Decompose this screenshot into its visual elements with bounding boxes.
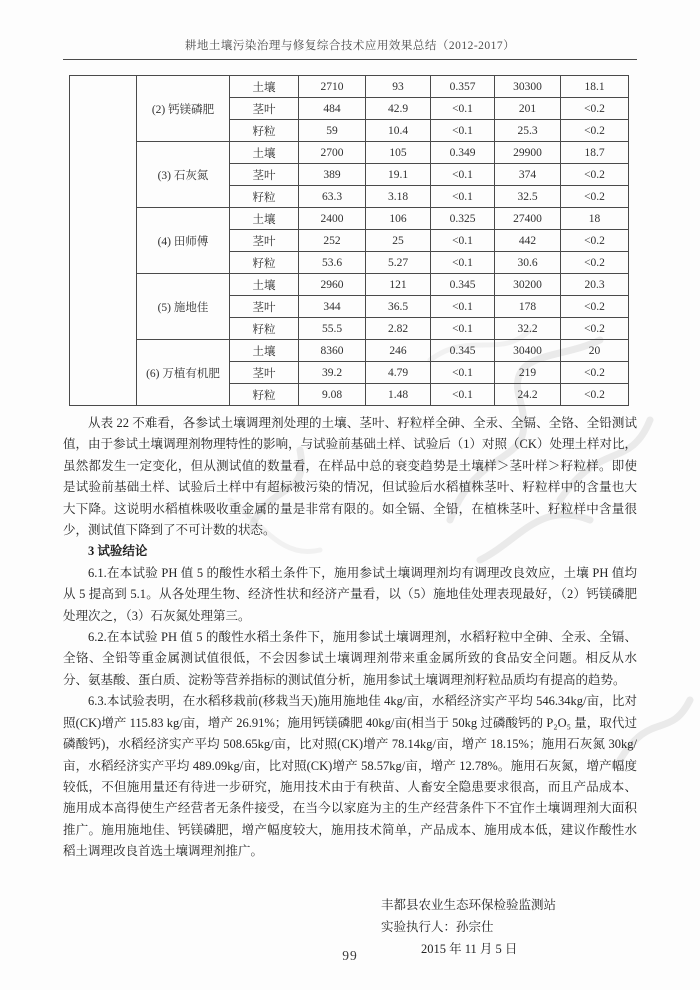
table-cell: 0.349 (431, 142, 495, 164)
table-cell: 2960 (299, 274, 366, 296)
signature-executor: 实验执行人：孙宗仕 (381, 919, 494, 934)
table-cell: <0.2 (561, 230, 629, 252)
table-cell-empty (70, 76, 137, 406)
paragraph-conclusion-3: 6.3.本试验表明，在水稻移栽前(移栽当天)施用施地佳 4kg/亩，水稻经济实产平均 546.34kg/亩，比对照(CK)增产 115.83 kg/亩，增产 26.91%；施用钙镁磷肥 40kg/亩(相当于 50kg 过磷酸钙的 P₂O₅ 量，取代过磷酸钙)，水稻经济实产平均 508.65kg/亩，比对照(CK)增产 78.14kg/亩，增产 18.15%；施用石灰氮 30kg/亩，水稻经济实产平均 489.09kg/亩，比对照(CK)增产 58.57kg/亩，增产 12.78%。施用石灰氮，增产幅度较低，不但施用量还有待进一步研究，施用技术由于有秧苗、人畜安全隐患要求很高，而且产品成本、施用成本高得使生产经营者无条件接受，在当今以家庭为主的生产经营条件下不宜作土壤调理剂大面积推广。施用施地佳、钙镁磷肥，增产幅度较大，施用技术简单，产品成本、施用成本低，建议作酸性水稻土调理改良首选土壤调理剂推广。 (63, 694, 637, 859)
table-cell: <0.1 (431, 362, 495, 384)
page-title: 耕地土壤污染治理与修复综合技术应用效果总结（2012-2017） (184, 40, 516, 52)
table-cell: <0.2 (561, 318, 629, 340)
table-cell: 201 (495, 98, 561, 120)
table-cell: 18.1 (561, 76, 629, 98)
signature-organization: 丰都县农业生态环保检验监测站 (381, 897, 557, 912)
table-cell: 茎叶 (230, 230, 299, 252)
table-cell: <0.2 (561, 384, 629, 406)
table-cell: <0.1 (431, 98, 495, 120)
table-cell: 2400 (299, 208, 366, 230)
table-cell: 55.5 (299, 318, 366, 340)
table-row (70, 274, 629, 296)
section-heading: 3 试验结论 (88, 544, 148, 559)
table-cell: <0.1 (431, 252, 495, 274)
table-cell: <0.2 (561, 362, 629, 384)
table-cell: 3.18 (366, 186, 431, 208)
table-cell: 121 (366, 274, 431, 296)
table-cell: 籽粒 (230, 186, 299, 208)
table-cell: 籽粒 (230, 318, 299, 340)
table-cell: 25.3 (495, 120, 561, 142)
table-cell: <0.1 (431, 230, 495, 252)
table-cell: 籽粒 (230, 252, 299, 274)
table-row (70, 142, 629, 164)
table-cell: 32.2 (495, 318, 561, 340)
table-cell: 2710 (299, 76, 366, 98)
table-cell: <0.2 (561, 98, 629, 120)
table-cell: 5.27 (366, 252, 431, 274)
table-cell: <0.1 (431, 318, 495, 340)
table-cell: 0.345 (431, 340, 495, 362)
table-cell: 土壤 (230, 274, 299, 296)
table-cell: 29900 (495, 142, 561, 164)
table-cell: 0.357 (431, 76, 495, 98)
table-cell: 9.08 (299, 384, 366, 406)
table-cell: 63.3 (299, 186, 366, 208)
table-cell: 374 (495, 164, 561, 186)
table-cell: <0.1 (431, 164, 495, 186)
table-cell: 19.1 (366, 164, 431, 186)
table-cell: <0.2 (561, 120, 629, 142)
table-cell: 105 (366, 142, 431, 164)
table-cell: 53.6 (299, 252, 366, 274)
paragraph-conclusion-2: 6.2.在本试验 PH 值 5 的酸性水稻土条件下，施用参试土壤调理剂，水稻籽粒中全砷、全汞、全镉、全铬、全铅等重金属测试值很低，不会因参试土壤调理剂带来重金属所致的食品安全问题。相反从水分、氨基酸、蛋白质、淀粉等营养指标的测试值分析，施用参试土壤调理剂籽粒品质均有提高的趋势。 (63, 630, 637, 687)
page-header (63, 0, 637, 60)
table-cell: 252 (299, 230, 366, 252)
table-cell: 27400 (495, 208, 561, 230)
table-cell: 344 (299, 296, 366, 318)
table-cell: <0.2 (561, 164, 629, 186)
table-cell: 茎叶 (230, 164, 299, 186)
table-row (70, 208, 629, 230)
table-cell: 0.345 (431, 274, 495, 296)
table-cell: 25 (366, 230, 431, 252)
treatment-label: (5) 施地佳 (137, 274, 230, 340)
table-cell: 42.9 (366, 98, 431, 120)
table-cell: 10.4 (366, 120, 431, 142)
results-table (69, 75, 629, 406)
table-cell: 20.3 (561, 274, 629, 296)
table-cell: 8360 (299, 340, 366, 362)
table-cell: 39.2 (299, 362, 366, 384)
table-cell: 30.6 (495, 252, 561, 274)
table-cell: 土壤 (230, 142, 299, 164)
treatment-label: (6) 万植有机肥 (137, 340, 230, 406)
table-cell: 32.5 (495, 186, 561, 208)
signature-date: 2015 年 11 月 5 日 (421, 941, 518, 956)
table-cell: 484 (299, 98, 366, 120)
table-cell: 0.325 (431, 208, 495, 230)
table-cell: 442 (495, 230, 561, 252)
table-cell: 246 (366, 340, 431, 362)
table-row (70, 340, 629, 362)
table-cell: 106 (366, 208, 431, 230)
table-cell: <0.1 (431, 120, 495, 142)
table-cell: 219 (495, 362, 561, 384)
table-cell: <0.2 (561, 296, 629, 318)
table-cell: 茎叶 (230, 98, 299, 120)
table-cell: 93 (366, 76, 431, 98)
table-cell: <0.2 (561, 186, 629, 208)
table-cell: <0.1 (431, 186, 495, 208)
page-content (63, 0, 637, 960)
table-cell: 土壤 (230, 76, 299, 98)
table-cell: 籽粒 (230, 120, 299, 142)
paragraph-conclusion-1: 6.1.在本试验 PH 值 5 的酸性水稻土条件下，施用参试土壤调理剂均有调理改良效应，土壤 PH 值均从 5 提高到 5.1。从各处理生物、经济性状和经济产量看，以（5）施地佳处理表现最好，（2）钙镁磷肥处理次之，（3）石灰氮处理第三。 (63, 565, 637, 623)
table-cell: 2700 (299, 142, 366, 164)
table-cell: 389 (299, 164, 366, 186)
table-cell: 茎叶 (230, 362, 299, 384)
treatment-label: (3) 石灰氮 (137, 142, 230, 208)
table-cell: 18 (561, 208, 629, 230)
table-row (70, 76, 629, 98)
table-cell: 20 (561, 340, 629, 362)
treatment-label: (2) 钙镁磷肥 (137, 76, 230, 142)
table-cell: 30400 (495, 340, 561, 362)
table-cell: 18.7 (561, 142, 629, 164)
table-cell: 2.82 (366, 318, 431, 340)
page-number: 99 (342, 948, 358, 963)
table-cell: 1.48 (366, 384, 431, 406)
table-cell: 36.5 (366, 296, 431, 318)
table-cell: 30300 (495, 76, 561, 98)
paragraph-analysis: 从表 22 不难看，各参试土壤调理剂处理的土壤、茎叶、籽粒样全砷、全汞、全镉、全铬、全铅测试值，由于参试土壤调理剂物理特性的影响，与试验前基础土样、试验后（1）对照（CK）处理土样对比，虽然都发生一定变化，但从测试值的数量看，在样品中总的衰变趋势是土壤样＞茎叶样＞籽粒样。即使是试验前基础土样、试验后土样中有超标被污染的情况，但试验后水稻植株茎叶、籽粒样中的含量也大大下降。这说明水稻植株吸收重金属的量是非常有限的。如全镉、全铅，在植株茎叶、籽粒样中含量很少，测试值下降到了不可计数的状态。 (63, 416, 637, 538)
table-cell: 4.79 (366, 362, 431, 384)
table-cell: 24.2 (495, 384, 561, 406)
table-cell: 茎叶 (230, 296, 299, 318)
treatment-label: (4) 田师傅 (137, 208, 230, 274)
table-cell: <0.1 (431, 296, 495, 318)
table-cell: <0.2 (561, 252, 629, 274)
body-text (63, 413, 637, 863)
table-cell: 59 (299, 120, 366, 142)
table-cell: 178 (495, 296, 561, 318)
table-cell: 30200 (495, 274, 561, 296)
table-cell: 籽粒 (230, 384, 299, 406)
table-cell: 土壤 (230, 208, 299, 230)
table-cell: 土壤 (230, 340, 299, 362)
table-cell: <0.1 (431, 384, 495, 406)
